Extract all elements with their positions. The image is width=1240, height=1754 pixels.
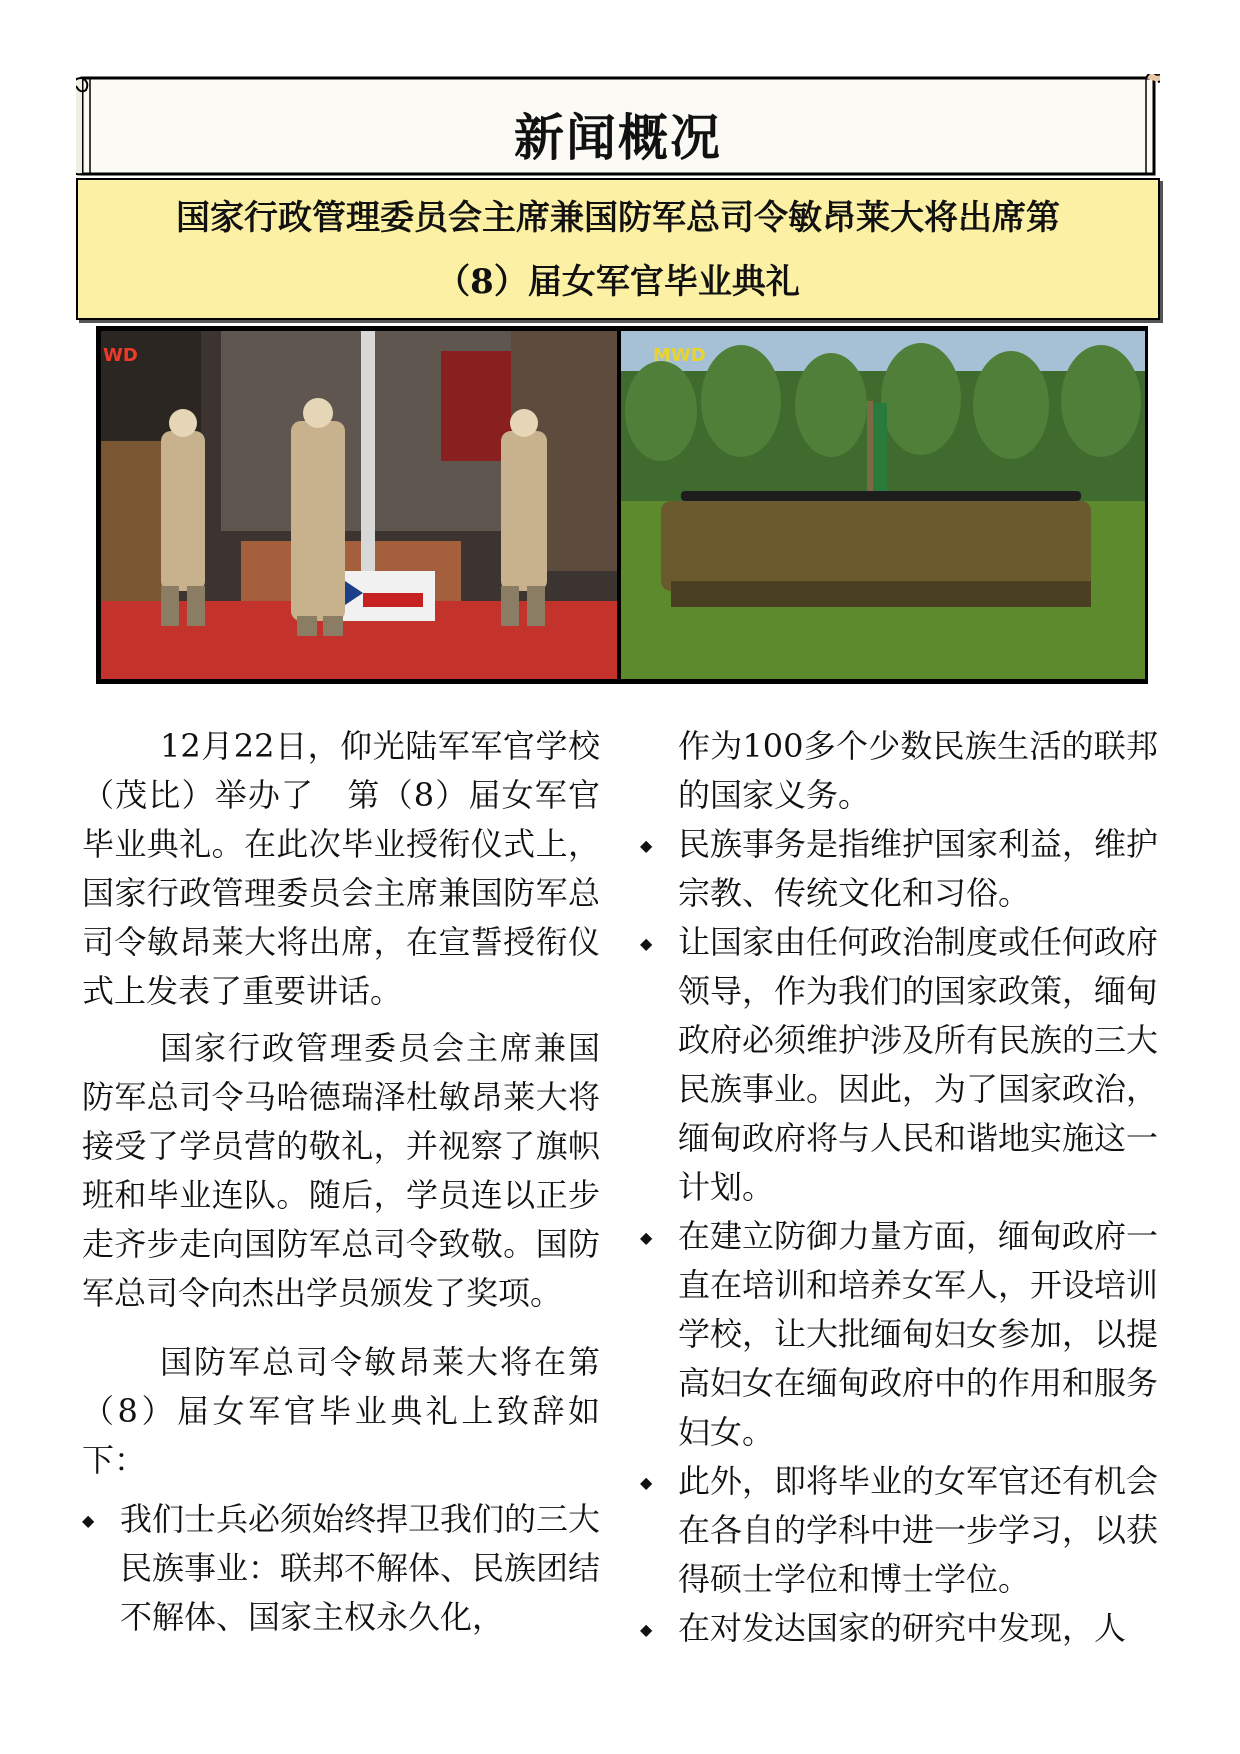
bullet-diamond-icon: ◆ bbox=[640, 1620, 653, 1639]
headline-line-2: （8）届女军官毕业典礼 bbox=[436, 262, 800, 302]
channel-logo: WD bbox=[103, 345, 138, 366]
headline-box bbox=[76, 178, 1160, 320]
list-item bbox=[640, 1212, 1158, 1457]
list-item bbox=[640, 1604, 1158, 1653]
list-item bbox=[640, 1457, 1158, 1604]
channel-logo: MWD bbox=[653, 345, 706, 366]
parade-march-photo bbox=[621, 331, 1145, 679]
list-item bbox=[640, 918, 1158, 1212]
list-item bbox=[640, 820, 1158, 918]
list-item bbox=[82, 1495, 600, 1642]
article-paragraph: 12月22日，仰光陆军军官学校（茂比）举办了 第（8）届女军官毕业典礼。在此次毕业授衔仪式上，国家行政管理委员会主席兼国防军总司令敏昂莱大将出席，在宣誓授衔仪式上发表了重要讲话。 bbox=[82, 727, 600, 1010]
article-right-column bbox=[640, 722, 1158, 1653]
bullet-diamond-icon: ◆ bbox=[82, 1511, 95, 1530]
list-item-text: 民族事务是指维护国家利益，维护宗教、传统文化和习俗。 bbox=[678, 825, 1159, 912]
article-paragraph: 国防军总司令敏昂莱大将在第（8）届女军官毕业典礼上致辞如下： bbox=[82, 1343, 600, 1479]
ceremony-salute-photo bbox=[101, 331, 617, 679]
list-item-text: 我们士兵必须始终捍卫我们的三大民族事业：联邦不解体、民族团结不解体、国家主权永久化， bbox=[120, 1500, 601, 1636]
list-item-text: 在对发达国家的研究中发现，人 bbox=[678, 1609, 1127, 1647]
bullet-diamond-icon: ◆ bbox=[640, 1228, 653, 1247]
article-left-column bbox=[82, 722, 600, 1642]
bullet-diamond-icon: ◆ bbox=[640, 836, 653, 855]
photo-strip bbox=[96, 326, 1148, 684]
list-item-text: 让国家由任何政治制度或任何政府领导，作为我们的国家政策，缅甸政府必须维护涉及所有民族的三大民族事业。因此，为了国家政治，缅甸政府将与人民和谐地实施这一计划。 bbox=[678, 923, 1159, 1206]
parade-scene-image bbox=[621, 331, 1145, 679]
salute-scene-image bbox=[101, 331, 617, 679]
list-item-continuation: 作为100多个少数民族生活的联邦的国家义务。 bbox=[678, 727, 1158, 814]
section-title: 新闻概况 bbox=[514, 108, 722, 167]
headline-line-1: 国家行政管理委员会主席兼国防军总司令敏昂莱大将出席第 bbox=[176, 198, 1060, 238]
list-item-text: 在建立防御力量方面，缅甸政府一直在培训和培养女军人，开设培训学校，让大批缅甸妇女参加，以提高妇女在缅甸政府中的作用和服务妇女。 bbox=[678, 1217, 1159, 1451]
article-paragraph: 国家行政管理委员会主席兼国防军总司令马哈德瑞泽杜敏昂莱大将接受了学员营的敬礼，并视察了旗帜班和毕业连队。随后，学员连以正步走齐步走向国防军总司令致敬。国防军总司令向杰出学员颁发了奖项。 bbox=[82, 1029, 600, 1312]
bullet-diamond-icon: ◆ bbox=[640, 934, 653, 953]
bullet-diamond-icon: ◆ bbox=[640, 1473, 653, 1492]
section-banner-scroll bbox=[76, 74, 1160, 178]
list-item-text: 此外，即将毕业的女军官还有机会在各自的学科中进一步学习，以获得硕士学位和博士学位。 bbox=[678, 1462, 1159, 1598]
